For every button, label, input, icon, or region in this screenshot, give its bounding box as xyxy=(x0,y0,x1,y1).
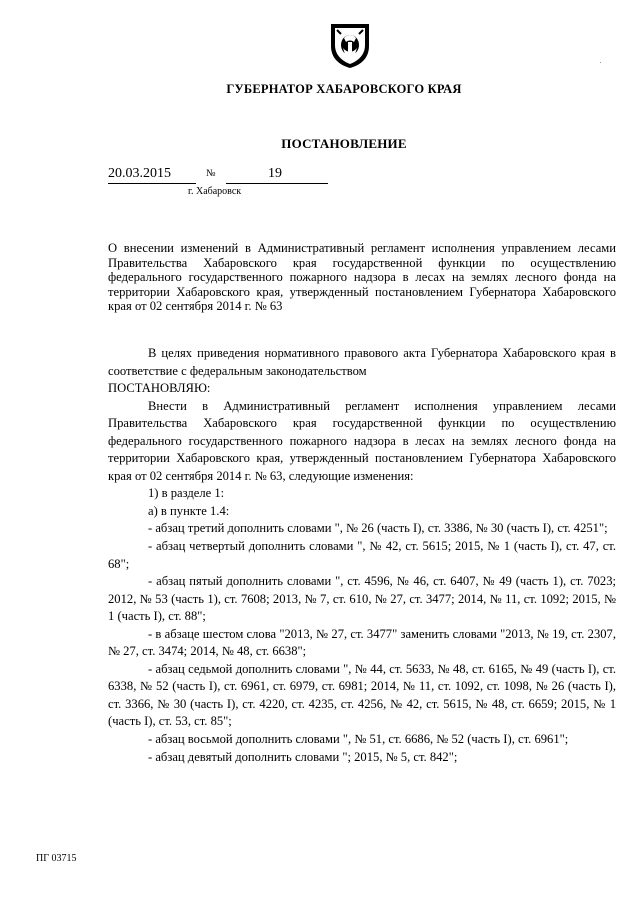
body-paragraph: - абзац седьмой дополнить словами ", № 44, ст. 5633, № 48, ст. 6165, № 49 (часть I), ст. 6338, № 52 (часть I), ст. 6961, ст. 6979, ст. 6981; 2014, № 11, ст. 1092, ст. 1098, № 26 (часть I), ст. 3366, № 30 (часть I), ст. 4220, ст. 4235, ст. 4256, № 42, ст. 5615, № 48, ст. 6659; 2015, № 1 (часть I), ст. 53, ст. 85"; xyxy=(108,661,616,729)
date-underline xyxy=(108,183,196,184)
document-subject: О внесении изменений в Административный регламент исполнения управлением лесами Правительства Хабаровского края государственной функции по осуществлению федерального государственного пожарного надзора в лесах на землях лесного фонда на территории Хабаровского края, утвержденный постановлением Губернатора Хабаровского края от 02 сентября 2014 г. № 63 xyxy=(108,241,616,313)
city-name: г. Хабаровск xyxy=(188,186,242,197)
issuing-authority: ГУБЕРНАТОР ХАБАРОВСКОГО КРАЯ xyxy=(226,82,462,96)
document-number: 19 xyxy=(268,166,282,181)
body-paragraph: 1) в разделе 1: xyxy=(148,486,225,501)
document-date: 20.03.2015 xyxy=(108,166,171,181)
body-paragraph: а) в пункте 1.4: xyxy=(148,503,230,518)
number-sign: № xyxy=(206,168,216,179)
scan-dot xyxy=(600,62,601,63)
decree-word: ПОСТАНОВЛЯЮ: xyxy=(108,381,211,396)
number-underline xyxy=(226,183,328,184)
body-paragraph: - абзац третий дополнить словами ", № 26 (часть I), ст. 3386, № 30 (часть I), ст. 4251"; xyxy=(148,521,608,536)
body-paragraph: - абзац девятый дополнить словами "; 2015, № 5, ст. 842"; xyxy=(148,749,458,764)
coat-of-arms-emblem xyxy=(327,20,373,70)
document-type-title: ПОСТАНОВЛЕНИЕ xyxy=(281,136,407,151)
body-paragraph: Внести в Административный регламент исполнения управлением лесами Правительства Хабаровского края государственной функции по осуществлению федерального государственного пожарного надзора в лесах на землях лесного фонда на территории Хабаровского края, утвержденный постановлением Губернатора Хабаровского края от 02 сентября 2014 г. № 63, следующие изменения: xyxy=(108,398,616,483)
preamble-paragraph: В целях приведения нормативного правового акта Губернатора Хабаровского края в соответствие с федеральным законодательством xyxy=(108,346,616,378)
body-paragraph: - абзац четвертый дополнить словами ", № 42, ст. 5615; 2015, № 1 (часть I), ст. 47, ст. 68"; xyxy=(108,539,616,571)
form-code: ПГ 03715 xyxy=(36,853,77,864)
document-body xyxy=(108,345,616,766)
body-paragraph: - в абзаце шестом слова "2013, № 27, ст. 3477" заменить словами "2013, № 19, ст. 2307, № 27, ст. 3474; 2014, № 48, ст. 6638"; xyxy=(108,626,616,659)
document-details xyxy=(108,166,282,182)
body-paragraph: - абзац восьмой дополнить словами ", № 51, ст. 6686, № 52 (часть I), ст. 6961"; xyxy=(148,732,569,747)
body-paragraph: - абзац пятый дополнить словами ", ст. 4596, № 46, ст. 6407, № 49 (часть 1), ст. 7023; 2012, № 53 (часть 1), ст. 7608; 2013, № 7, ст. 610, № 27, ст. 3477; 2014, № 11, ст. 1092; 2015, № 1 (часть I), ст. 88"; xyxy=(108,574,616,624)
